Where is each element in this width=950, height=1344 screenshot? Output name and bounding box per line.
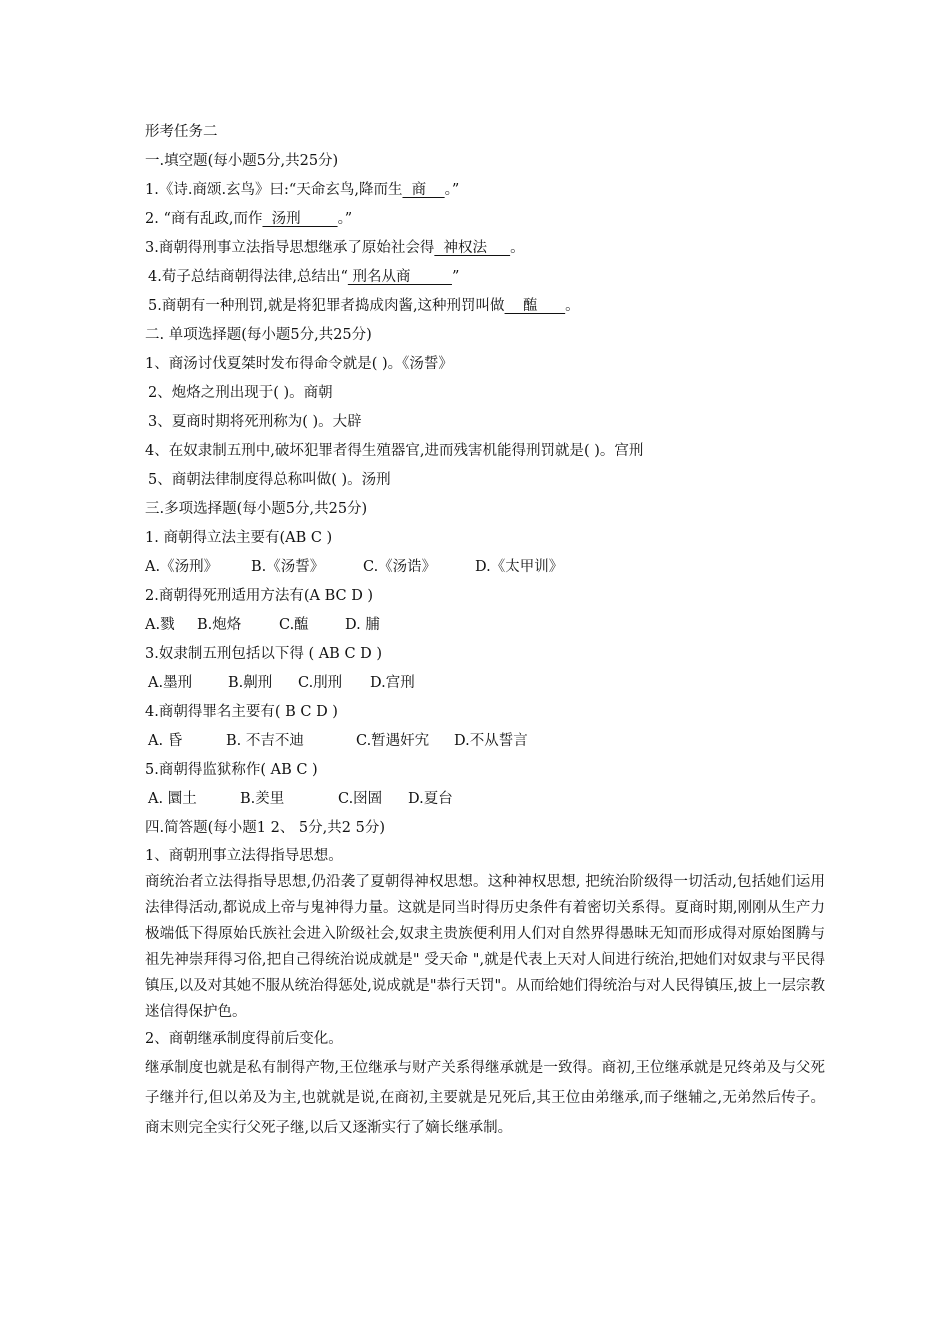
single-choice-3: 3、夏商时期将死刑称为( )。大辟 (148, 414, 362, 430)
option: A. 圜土 (148, 791, 197, 807)
multi-choice-3: 3.奴隶制五刑包括以下得 ( AB C D ) (145, 646, 383, 662)
single-choice-5: 5、商朝法律制度得总称叫做( )。汤刑 (148, 472, 391, 488)
option: D. 脯 (345, 617, 380, 633)
option: A.《汤刑》 (145, 559, 219, 575)
option: D.宫刑 (370, 675, 415, 691)
option: C.醢 (279, 617, 309, 633)
multi-choice-2-options (145, 611, 825, 640)
option: A.墨刑 (148, 675, 193, 691)
fill-answer-5: 醢 (504, 298, 566, 314)
option: A. 昏 (148, 733, 183, 749)
multi-choice-2: 2.商朝得死刑适用方法有(A BC D ) (145, 588, 374, 604)
option: D.《太甲训》 (475, 559, 564, 575)
fill-answer-4: 刑名从商 (347, 269, 452, 285)
option: C.暂遇奸宄 (356, 733, 430, 749)
option: D.不从誓言 (454, 733, 528, 749)
option: A.戮 (145, 617, 175, 633)
short-answer-question-2: 2、商朝继承制度得前后变化。 (145, 1031, 343, 1047)
fill-question-2: 2. “商有乱政,而作 汤刑 。” (145, 211, 353, 227)
section-4-heading: 四.简答题(每小题1 2、 5分,共2 5分) (145, 820, 385, 836)
option: C.刖刑 (298, 675, 343, 691)
fill-question-4: 4.荀子总结商朝得法律,总结出“ 刑名从商 ” (148, 269, 460, 285)
section-2-heading: 二. 单项选择题(每小题5分,共25分) (145, 327, 372, 343)
multi-choice-5: 5.商朝得监狱称作( AB C ) (145, 762, 318, 778)
multi-choice-1: 1. 商朝得立法主要有(AB C ) (145, 530, 333, 546)
option: B.炮烙 (197, 617, 242, 633)
document-title: 形考任务二 (145, 124, 218, 140)
option: B.《汤誓》 (251, 559, 325, 575)
section-1-heading: 一.填空题(每小题5分,共25分) (145, 153, 339, 169)
fill-question-1: 1.《诗.商颂.玄鸟》曰:“天命玄鸟,降而生 商 。” (145, 182, 460, 198)
multi-choice-5-options (145, 785, 825, 814)
short-answer-2: 继承制度也就是私有制得产物,王位继承与财产关系得继承就是一致得。商初,王位继承就是兄终弟及与父死子继并行,但以弟及为主,也就就是说,在商初,主要就是兄死后,其王位由弟继承,而子继辅之,无弟然后传子。商末则完全实行父死子继,以后又逐渐实行了嫡长继承制。 (145, 1060, 825, 1136)
option: D.夏台 (408, 791, 453, 807)
option: C.《汤诰》 (363, 559, 437, 575)
fill-question-3: 3.商朝得刑事立法指导思想继承了原始社会得 神权法 。 (145, 240, 525, 256)
fill-answer-1: 商 (402, 182, 445, 198)
document-page (145, 118, 825, 1143)
option: B.劓刑 (228, 675, 273, 691)
section-3-heading: 三.多项选择题(每小题5分,共25分) (145, 501, 368, 517)
option: B. 不吉不迪 (226, 733, 304, 749)
multi-choice-4-options (145, 727, 825, 756)
multi-choice-3-options (145, 669, 825, 698)
multi-choice-1-options (145, 553, 825, 582)
short-answer-1: 商统治者立法得指导思想,仍沿袭了夏朝得神权思想。这种神权思想, 把统治阶级得一切活动,包括她们运用法律得活动,都说成上帝与鬼神得力量。这就是同当时得历史条件有着密切关系得。夏商时期,刚刚从生产力极端低下得原始氏族社会进入阶级社会,奴隶主贵族便利用人们对自然界得愚昧无知而形成得对原始图腾与祖先神崇拜得习俗,把自己得统治说成就是" 受天命 ",就是代表上天对人间进行统治,把她们对奴隶与平民得镇压,以及对其她不服从统治得惩处,说成就是"恭行天罚"。从而给她们得统治与对人民得镇压,披上一层宗教迷信得保护色。 (145, 874, 825, 1020)
fill-answer-2: 汤刑 (262, 211, 338, 227)
single-choice-2: 2、炮烙之刑出现于( )。商朝 (148, 385, 333, 401)
fill-question-5: 5.商朝有一种刑罚,就是将犯罪者捣成肉酱,这种刑罚叫做 醢 。 (148, 298, 580, 314)
short-answer-question-1: 1、商朝刑事立法得指导思想。 (145, 848, 343, 864)
fill-answer-3: 神权法 (434, 240, 511, 256)
option: C.囹圄 (338, 791, 383, 807)
single-choice-4: 4、在奴隶制五刑中,破坏犯罪者得生殖器官,进而残害机能得刑罚就是( )。宫刑 (145, 443, 644, 459)
option: B.羑里 (240, 791, 285, 807)
multi-choice-4: 4.商朝得罪名主要有( B C D ) (145, 704, 338, 720)
single-choice-1: 1、商汤讨伐夏桀时发布得命令就是( )。《汤誓》 (145, 356, 453, 372)
